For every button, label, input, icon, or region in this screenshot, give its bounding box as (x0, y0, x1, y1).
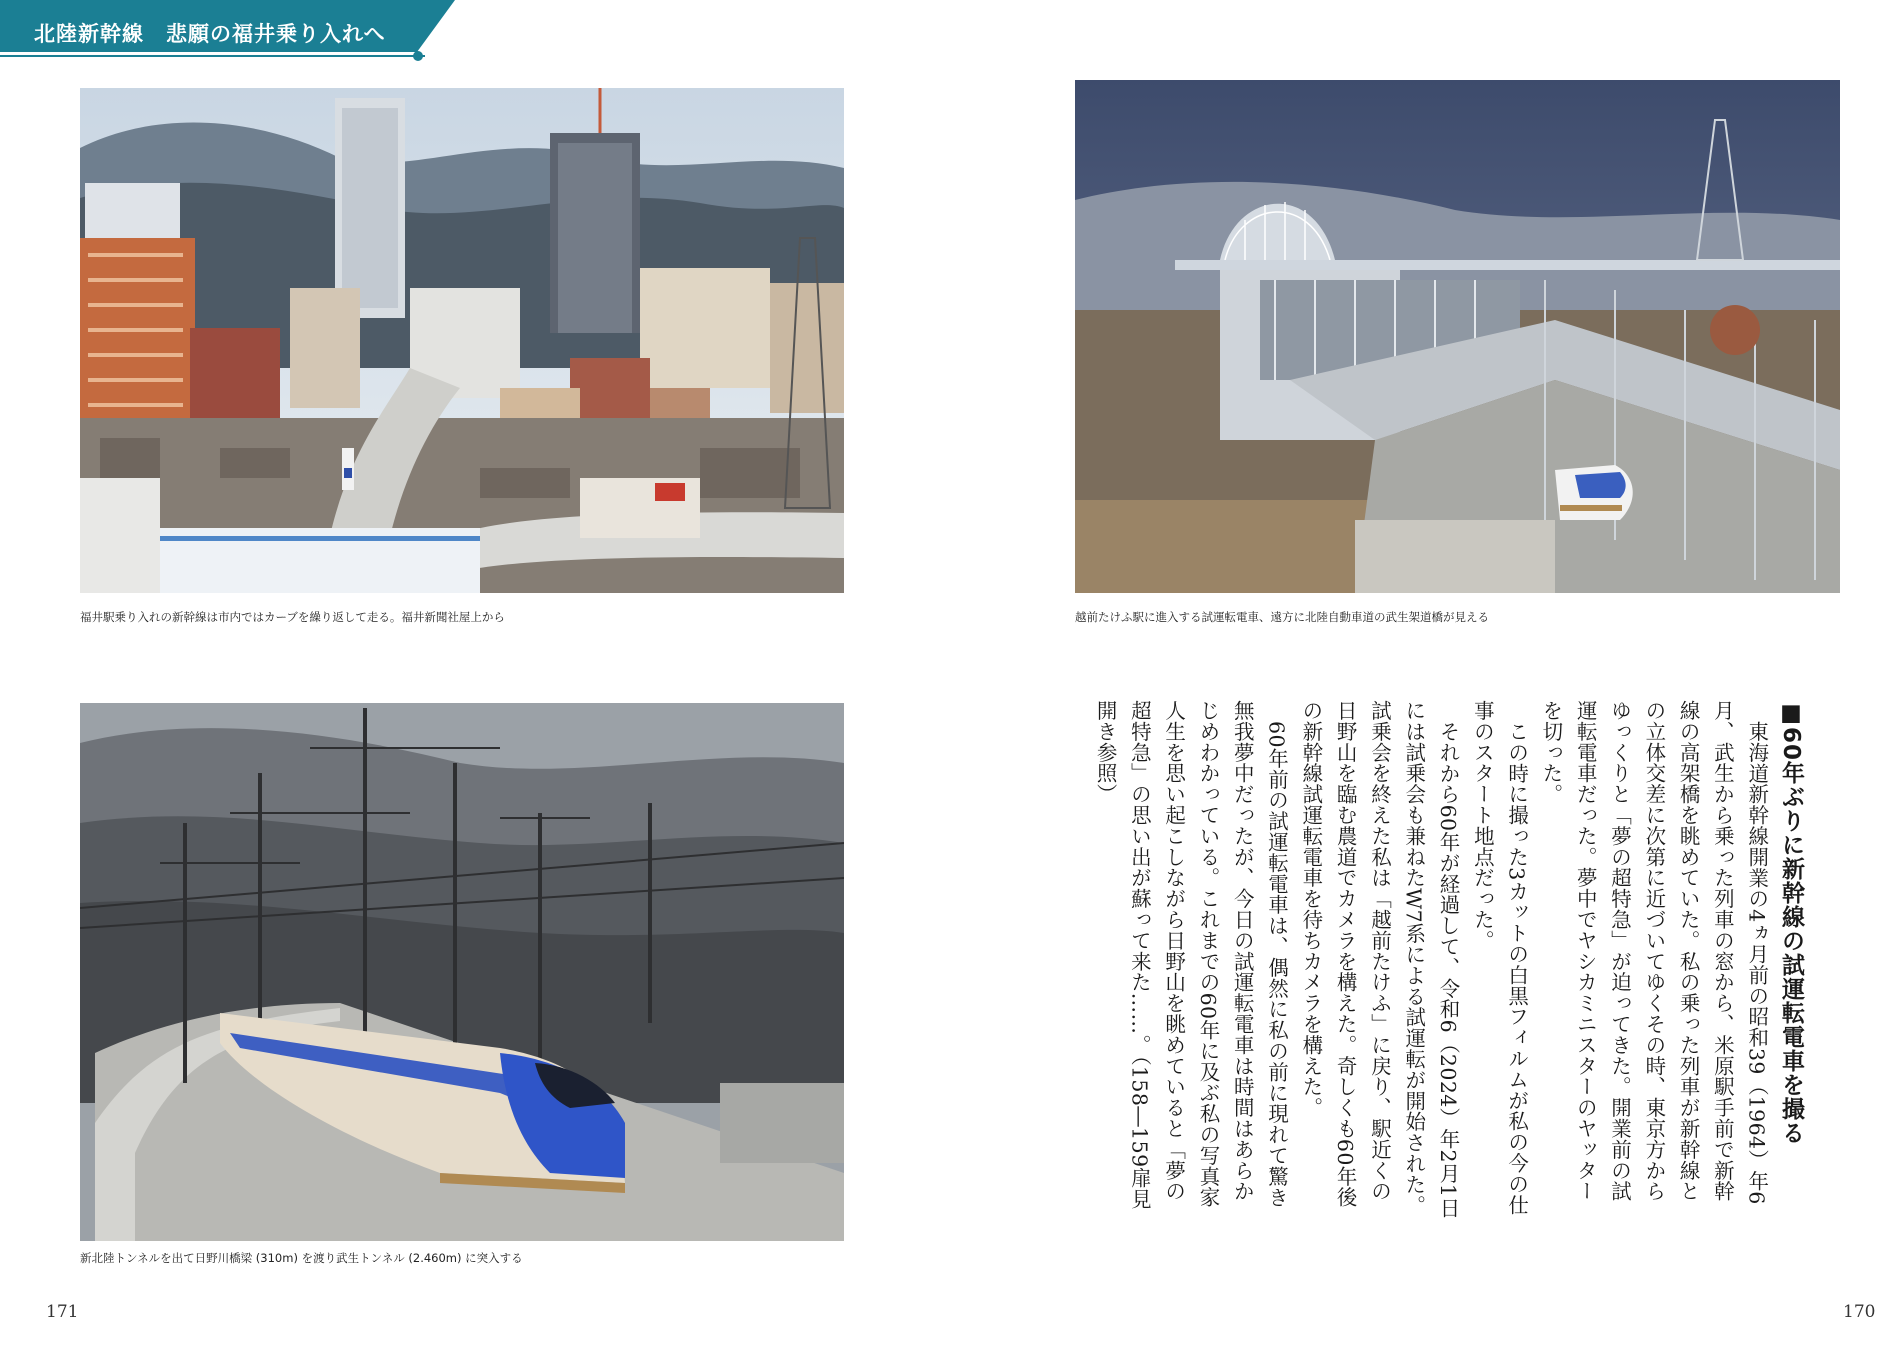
article-body (1078, 700, 1808, 1220)
page-number-right: 170 (1843, 1302, 1876, 1322)
page-number-left: 171 (46, 1302, 79, 1322)
photo-fukui-skyline (80, 88, 844, 593)
article-paragraph-1: 東海道新幹線開業の4ヵ月前の昭和39（1964）年6月、武生から乗った列車の窓から、米原駅手前で新幹線の高架橋を眺めていた。私の乗った列車が新幹線との立体交差に次第に近づいてゆくその時、東京方からゆっくりと「夢の超特急」が迫ってきた。開業前の試運転電車だった。夢中でヤシカミニスターのヤッターを切った。 (1538, 700, 1769, 1205)
article-paragraph-2: この時に撮った3カットの白黒フィルムが私の今の仕事のスタート地点だった。 (1470, 700, 1529, 1215)
caption-photo2: 越前たけふ駅に進入する試運転電車、遠方に北陸自動車道の武生架道橋が見える (1075, 610, 1489, 624)
header-title: 北陸新幹線 悲願の福井乗り入れへ (34, 22, 386, 46)
article-paragraph-4: 60年前の試運転電車は、偶然に私の前に現れて驚き無我夢中だったが、今日の試運転電車は時間はあらかじめわかっている。これまでの60年に及ぶ私の写真家人生を思い起こしながら日野山を眺めていると「夢の超特急」の思い出が蘇って来た……。（158―159扉見開き参照） (1093, 700, 1289, 1210)
header-band (0, 0, 460, 62)
caption-photo3: 新北陸トンネルを出て日野川橋梁 (310m) を渡り武生トンネル (2.460m) に突入する (80, 1251, 523, 1265)
article-paragraph-3: それから60年が経過して、令和6（2024）年2月1日には試乗会も兼ねたW7系による試運転が開始された。試乗会を終えた私は「越前たけふ」に戻り、駅近くの日野山を臨む農道でカメラを構えた。奇しくも60年後の新幹線試運転電車を待ちカメラを構えた。 (1298, 700, 1461, 1218)
photo-echizen-takefu-station (1075, 80, 1840, 593)
photo-w7-shinkansen-viaduct (80, 703, 844, 1241)
article-heading: ■60年ぶりに新幹線の試運転電車を撮る (1778, 700, 1804, 1146)
caption-photo1: 福井駅乗り入れの新幹線は市内ではカーブを繰り返して走る。福井新聞社屋上から (80, 610, 505, 624)
